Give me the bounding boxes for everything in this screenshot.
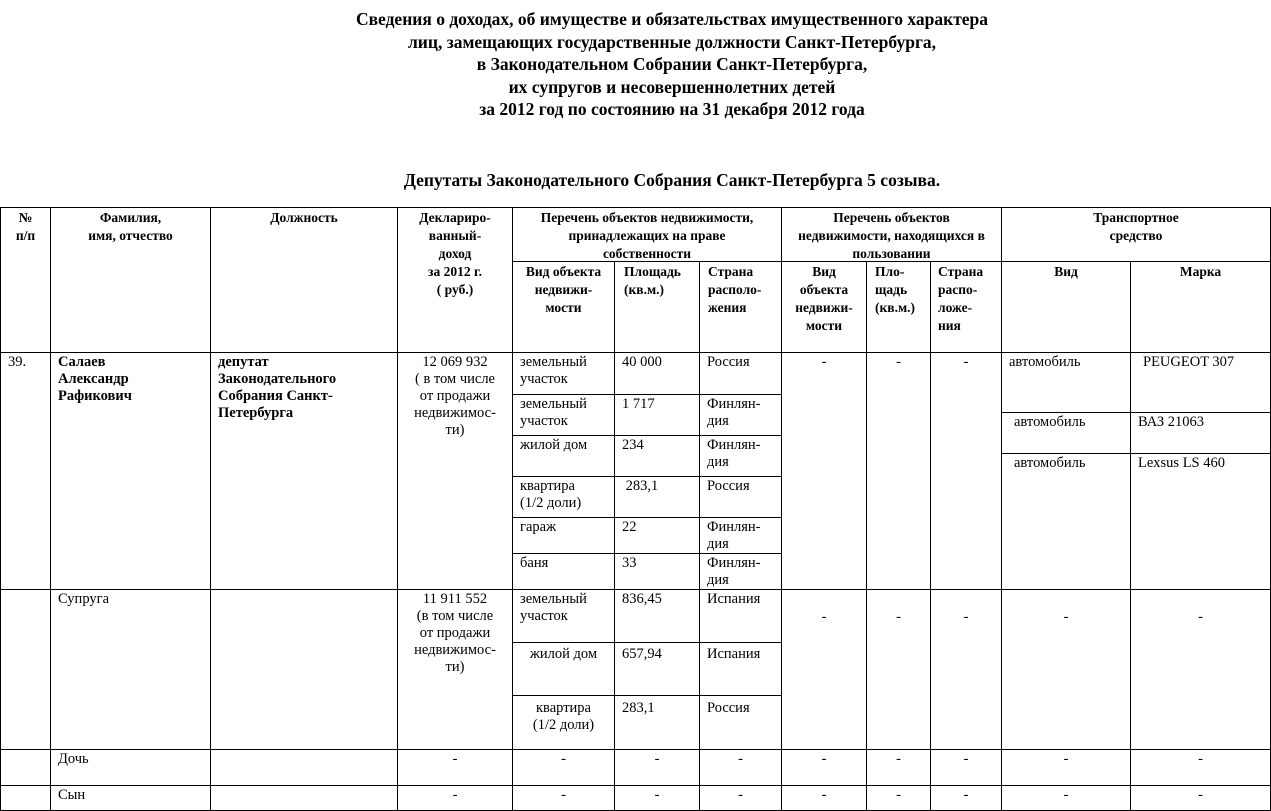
header-transport-group: Транспортное средство (1001, 207, 1271, 262)
declarant-vehicle-brand: PEUGEOT 307 (1130, 352, 1271, 413)
header-num: № п/п (0, 207, 51, 353)
declarant-used-country: - (930, 352, 1002, 590)
spouse-income: 11 911 552 (в том числе от продажи недвижимос- ти) (397, 589, 513, 750)
daughter-position (210, 749, 398, 786)
declarant-owned-type: жилой дом (512, 435, 615, 477)
son-position (210, 785, 398, 811)
declarant-owned-country: Финлян- дия (699, 435, 782, 477)
spouse-name: Супруга (50, 589, 211, 750)
son-owned-type: - (512, 785, 615, 811)
declarant-owned-type: земельный участок (512, 394, 615, 436)
declarant-owned-country: Финлян- дия (699, 394, 782, 436)
spouse-owned-area: 657,94 (614, 642, 700, 696)
daughter-name: Дочь (50, 749, 211, 786)
declarant-vehicle-brand: Lexsus LS 460 (1130, 453, 1271, 590)
declarant-owned-country: Финлян- дия (699, 517, 782, 554)
declarant-owned-area: 1 717 (614, 394, 700, 436)
daughter-used-country: - (930, 749, 1002, 786)
spouse-owned-type: квартира (1/2 доли) (512, 695, 615, 750)
spouse-position (210, 589, 398, 750)
declarant-used-type: - (781, 352, 867, 590)
header-vehicle-kind: Вид (1001, 261, 1131, 353)
son-used-type: - (781, 785, 867, 811)
header-owned-country: Страна располо- жения (699, 261, 782, 353)
spouse-used-country: - (930, 589, 1002, 750)
declarant-owned-country: Россия (699, 476, 782, 518)
son-num (0, 785, 51, 811)
header-used-group: Перечень объектов недвижимости, находящихся в пользовании (781, 207, 1002, 262)
son-name: Сын (50, 785, 211, 811)
declarant-owned-area: 22 (614, 517, 700, 554)
spouse-owned-country: Испания (699, 589, 782, 643)
spouse-owned-country: Испания (699, 642, 782, 696)
daughter-owned-area: - (614, 749, 700, 786)
header-owned-type: Вид объекта недвижи- мости (512, 261, 615, 353)
declarant-owned-type: баня (512, 553, 615, 590)
declarant-owned-country: Финлян- дия (699, 553, 782, 590)
declarant-vehicle-kind: автомобиль (1001, 412, 1131, 454)
header-owned-group: Перечень объектов недвижимости, принадлежащих на праве собственности (512, 207, 782, 262)
declarant-owned-type: квартира (1/2 доли) (512, 476, 615, 518)
header-position: Должность (210, 207, 398, 353)
son-owned-country: - (699, 785, 782, 811)
daughter-used-type: - (781, 749, 867, 786)
declarant-vehicle-brand: ВАЗ 21063 (1130, 412, 1271, 454)
spouse-owned-country: Россия (699, 695, 782, 750)
declarant-name: Салаев Александр Рафикович (50, 352, 211, 590)
spouse-owned-type: жилой дом (512, 642, 615, 696)
daughter-income: - (397, 749, 513, 786)
header-income: Деклариро- ванный- доход за 2012 г. ( руб.) (397, 207, 513, 353)
declarant-used-area: - (866, 352, 931, 590)
spouse-owned-area: 283,1 (614, 695, 700, 750)
declarant-owned-area: 234 (614, 435, 700, 477)
declarant-owned-area: 33 (614, 553, 700, 590)
son-used-area: - (866, 785, 931, 811)
spouse-num (0, 589, 51, 750)
document-title: Сведения о доходах, об имуществе и обязательствах имущественного характера лиц, замещающих государственные должности Санкт-Петербурга, в Законодательном Собрании Санкт-Петербурга, их супругов и несовершеннолетних детей за 2012 год по состоянию на 31 декабря 2012 года (355, 9, 989, 119)
spouse-vehicle-brand: - (1130, 589, 1271, 750)
declarant-num: 39. (0, 352, 51, 590)
declarant-owned-country: Россия (699, 352, 782, 395)
son-vehicle-kind: - (1001, 785, 1131, 811)
declarant-income: 12 069 932 ( в том числе от продажи недвижимос- ти) (397, 352, 513, 590)
header-name: Фамилия, имя, отчество (50, 207, 211, 353)
declarant-owned-type: гараж (512, 517, 615, 554)
son-income: - (397, 785, 513, 811)
header-used-area: Пло- щадь (кв.м.) (866, 261, 931, 353)
daughter-num (0, 749, 51, 786)
declarant-vehicle-kind: автомобиль (1001, 453, 1131, 590)
spouse-owned-type: земельный участок (512, 589, 615, 643)
header-used-country: Страна распо- ложе- ния (930, 261, 1002, 353)
spouse-owned-area: 836,45 (614, 589, 700, 643)
spouse-used-type: - (781, 589, 867, 750)
header-owned-area: Площадь (кв.м.) (614, 261, 700, 353)
daughter-used-area: - (866, 749, 931, 786)
declarant-owned-area: 283,1 (614, 476, 700, 518)
header-used-type: Вид объекта недвижи- мости (781, 261, 867, 353)
daughter-vehicle-brand: - (1130, 749, 1271, 786)
spouse-used-area: - (866, 589, 931, 750)
declarant-owned-area: 40 000 (614, 352, 700, 395)
daughter-owned-type: - (512, 749, 615, 786)
daughter-owned-country: - (699, 749, 782, 786)
declarant-position: депутат Законодательного Собрания Санкт- Петербурга (210, 352, 398, 590)
son-owned-area: - (614, 785, 700, 811)
spouse-vehicle-kind: - (1001, 589, 1131, 750)
son-used-country: - (930, 785, 1002, 811)
declarant-vehicle-kind: автомобиль (1001, 352, 1131, 413)
header-vehicle-brand: Марка (1130, 261, 1271, 353)
son-vehicle-brand: - (1130, 785, 1271, 811)
declarant-owned-type: земельный участок (512, 352, 615, 395)
document-subtitle: Депутаты Законодательного Собрания Санкт-Петербурга 5 созыва. (403, 170, 941, 190)
daughter-vehicle-kind: - (1001, 749, 1131, 786)
